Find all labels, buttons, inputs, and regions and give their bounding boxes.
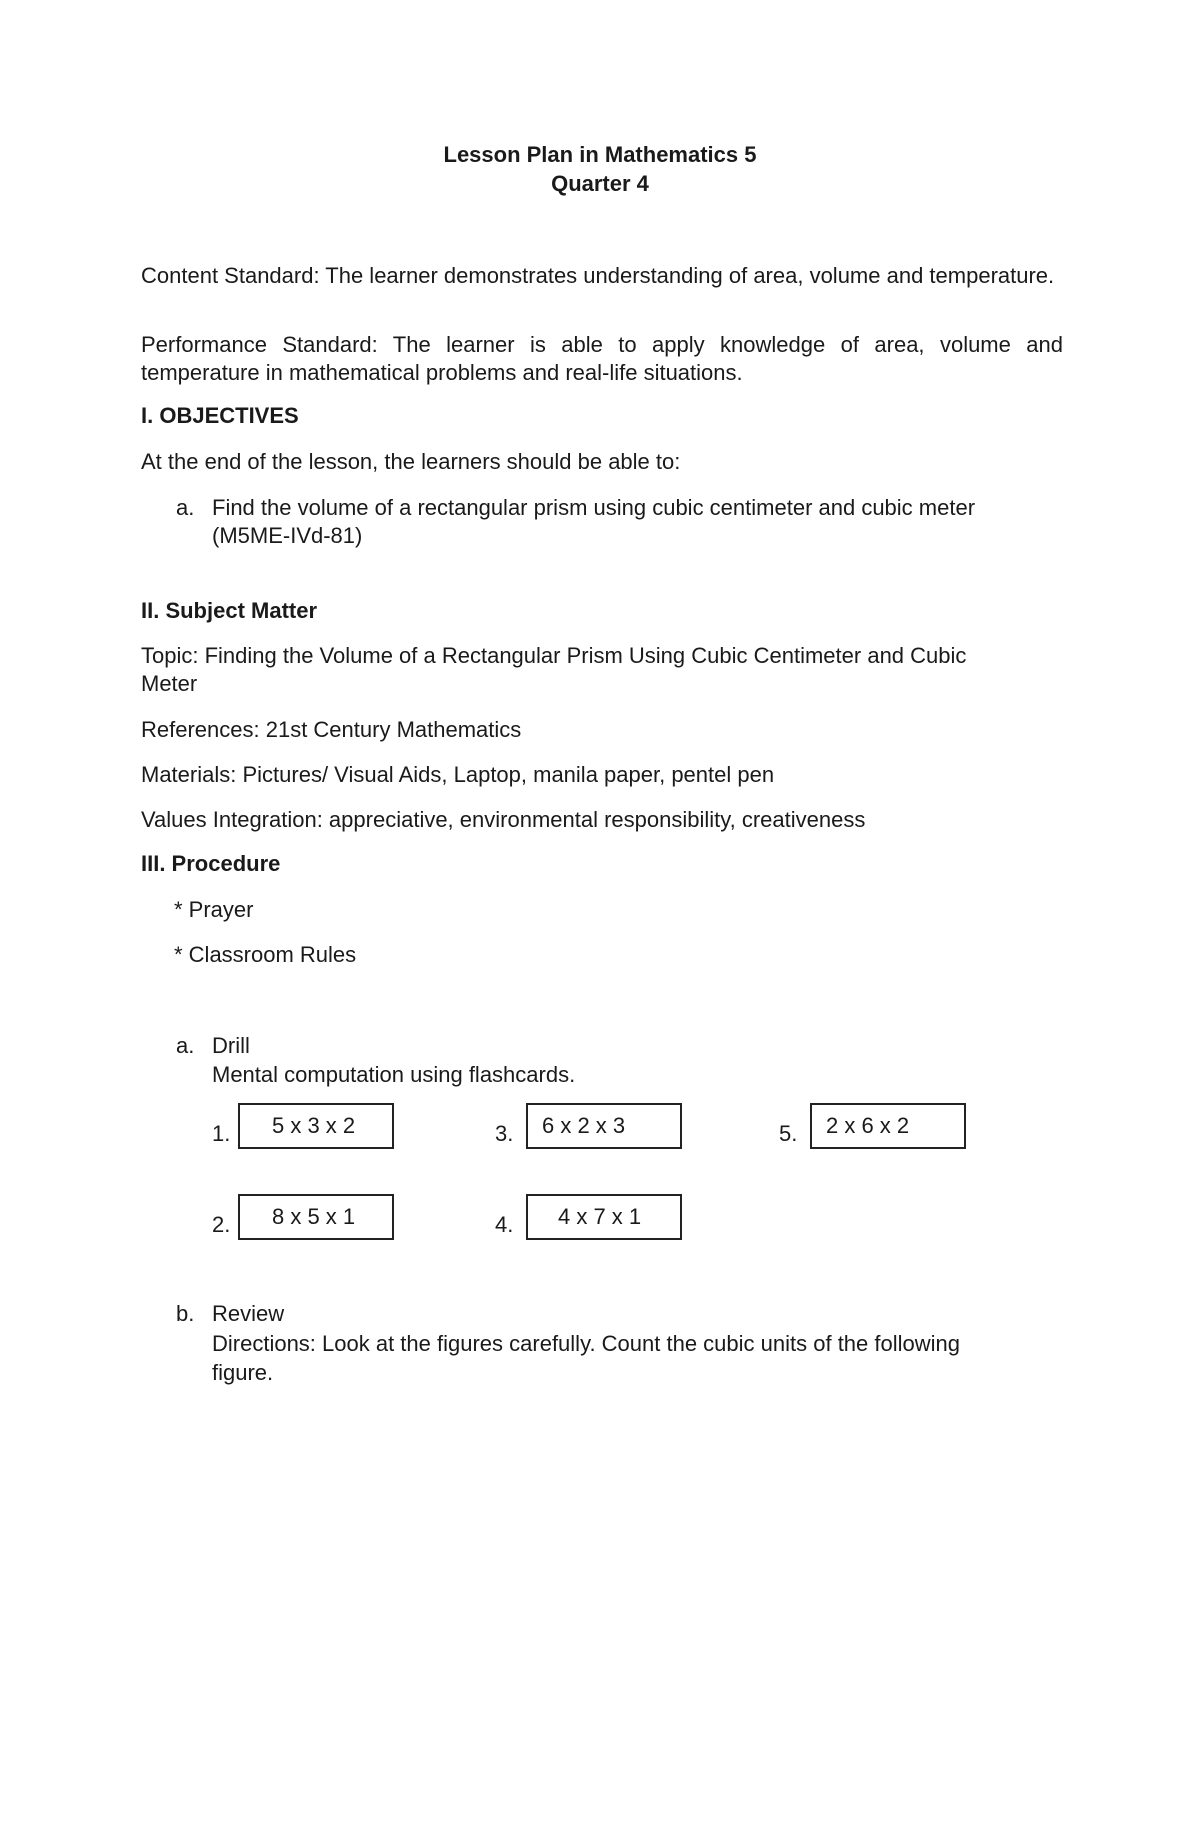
flashcard (526, 1194, 682, 1240)
objectives-intro: At the end of the lesson, the learners should be able to: (141, 449, 681, 474)
drill-title: Drill (212, 1033, 250, 1058)
objectives-heading: I. OBJECTIVES (141, 403, 299, 428)
values-line: Values Integration: appreciative, environmental responsibility, creativeness (141, 807, 866, 832)
flashcard (238, 1194, 394, 1240)
classroom-rules-item: * Classroom Rules (174, 942, 357, 967)
flashcard-expression: 2 x 6 x 2 (826, 1113, 910, 1138)
flashcard-number: 1. (212, 1121, 231, 1146)
topic-line-continued: Meter (141, 671, 198, 696)
flashcard-number: 3. (495, 1121, 514, 1146)
flashcard-expression: 4 x 7 x 1 (558, 1204, 642, 1229)
review-marker: b. (176, 1301, 195, 1326)
subject-matter-heading: II. Subject Matter (141, 598, 318, 623)
flashcard (810, 1103, 966, 1149)
flashcard (238, 1103, 394, 1149)
flashcard-number: 4. (495, 1212, 514, 1237)
flashcard-expression: 8 x 5 x 1 (272, 1204, 356, 1229)
drill-description: Mental computation using flashcards. (212, 1062, 576, 1087)
document-subtitle: Quarter 4 (551, 171, 649, 196)
objective-code: (M5ME-IVd-81) (212, 523, 363, 548)
objective-item: Find the volume of a rectangular prism using cubic centimeter and cubic meter (212, 495, 976, 520)
review-title: Review (212, 1301, 285, 1326)
materials-line: Materials: Pictures/ Visual Aids, Laptop, manila paper, pentel pen (141, 762, 775, 787)
topic-line: Topic: Finding the Volume of a Rectangular Prism Using Cubic Centimeter and Cubic (141, 643, 967, 668)
flashcard-number: 5. (779, 1121, 798, 1146)
content-standard: Content Standard: The learner demonstrates understanding of area, volume and temperature. (141, 263, 1055, 288)
prayer-item: * Prayer (174, 897, 254, 922)
review-directions-continued: figure. (212, 1360, 274, 1385)
procedure-heading: III. Procedure (141, 851, 281, 876)
flashcard (526, 1103, 682, 1149)
performance-standard: Performance Standard: The learner is able to apply knowledge of area, volume and temperature in mathematical problems and real-life situations. (141, 332, 1063, 385)
document-title: Lesson Plan in Mathematics 5 (443, 142, 757, 167)
drill-marker: a. (176, 1033, 195, 1058)
flashcard-expression: 5 x 3 x 2 (272, 1113, 356, 1138)
review-directions: Directions: Look at the figures carefully. Count the cubic units of the following (212, 1331, 960, 1356)
objective-marker: a. (176, 495, 195, 520)
flashcard-expression: 6 x 2 x 3 (542, 1113, 626, 1138)
references-line: References: 21st Century Mathematics (141, 717, 522, 742)
flashcard-number: 2. (212, 1212, 231, 1237)
